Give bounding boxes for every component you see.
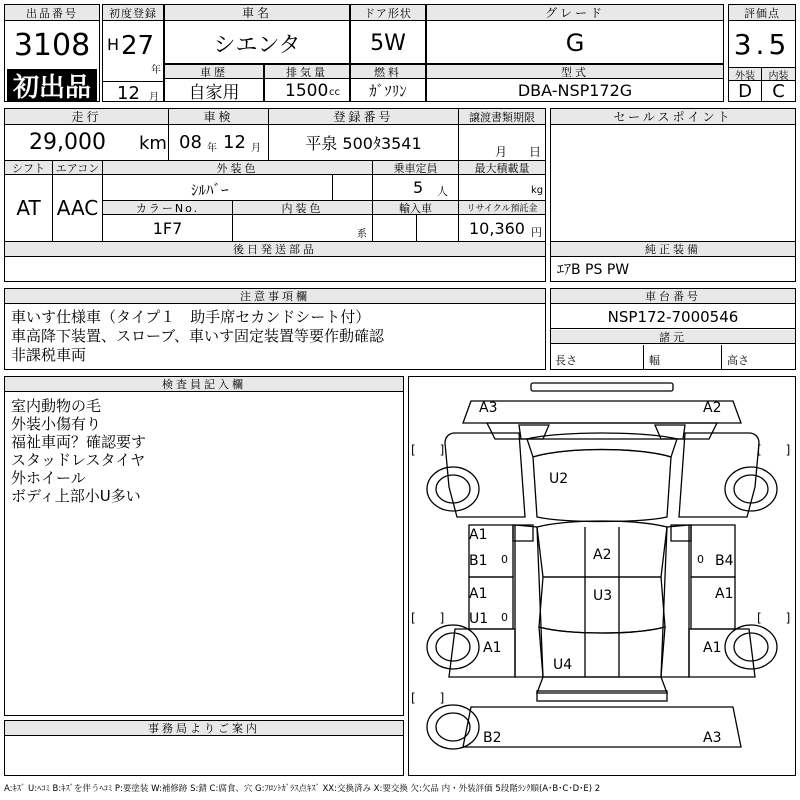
recycle-fee: 10,360 (469, 219, 525, 238)
transfer-month-unit: 月 (495, 145, 508, 159)
damage-mark: U4 (553, 657, 573, 673)
exterior-color: ｼﾙﾊﾞｰ (191, 181, 229, 199)
displacement-label: 排気量 (265, 65, 349, 79)
color-label: 外装色 (103, 161, 373, 175)
kg-unit: kg (531, 185, 544, 196)
damage-mark: A1 (715, 586, 734, 602)
inspection-month-unit: 月 (251, 143, 261, 154)
first-reg-label: 初度登録 (103, 5, 163, 21)
color-no-label: カラーNo. (103, 201, 233, 215)
interior-score: C (772, 80, 785, 102)
plate-label: 登録番号 (269, 109, 459, 125)
transfer-cell (459, 125, 545, 161)
capacity: 5 (413, 178, 424, 197)
office-notice-box (4, 720, 404, 776)
max-load-label: 最大積載量 (459, 161, 545, 175)
zero-mark: 0 (697, 553, 704, 566)
dims-row (551, 345, 795, 369)
damage-mark: A1 (703, 640, 722, 656)
right-front-door (691, 525, 735, 577)
fuel: ｶﾞｿﾘﾝ (369, 82, 407, 100)
era: H (107, 35, 120, 54)
caution-line: 非課税車両 (11, 346, 87, 364)
cabin-roof (539, 577, 665, 633)
inspector-note: 室内動物の毛 (11, 397, 102, 415)
damage-mark: A2 (593, 547, 612, 563)
damage-mark: A2 (703, 400, 722, 416)
front-bumper (463, 401, 741, 423)
km-unit: km (139, 133, 167, 154)
left-spare-wheel (427, 705, 479, 749)
caution-label: 注意事項欄 (5, 289, 545, 304)
model-label: 型式 (427, 65, 723, 79)
legend: A:ｷｽﾞ U:ﾍｺﾐ B:ｷｽﾞを伴うﾍｺﾐ P:要塗装 W:補修跡 S:錆 C:腐食、穴 G:ﾌﾛﾝﾄｶﾞﾗｽ点ｷｽﾞ XX:交換済み X:要交換 欠:欠品 内・外装評価 5段階ﾗﾝｸ順(A･B･C･D･E) 2 (4, 784, 601, 794)
model-code: DBA-NSP172G (517, 81, 633, 100)
shift: AT (5, 175, 53, 241)
divider (643, 345, 644, 369)
damage-mark: B1 (469, 553, 488, 569)
damage-diagram-box (408, 376, 796, 776)
caution-line: 車高降下装置、スローブ、車いす固定装置等要作動確認 (11, 327, 385, 345)
height-label: 高さ (727, 354, 749, 367)
inspection-cell (169, 125, 269, 161)
kei-unit: 系 (357, 229, 367, 240)
fuel-box (350, 64, 426, 102)
spec-table (4, 108, 546, 242)
capacity-cell (373, 175, 459, 201)
car-name-label: 車名 (165, 5, 349, 21)
mileage-label: 走行 (5, 109, 169, 125)
shift-label: シフト (5, 161, 53, 175)
genuine-equipment-label: 純正装備 (551, 242, 795, 257)
sales-point-label: セールスポイント (551, 109, 795, 125)
zero-mark: 0 (501, 611, 508, 624)
damage-mark: A1 (469, 586, 488, 602)
yen-unit: 円 (531, 226, 542, 239)
mirrors (513, 525, 691, 541)
car-name-box (164, 4, 350, 64)
color-blank (333, 175, 373, 201)
history-box (164, 64, 264, 102)
specs-label: 諸元 (551, 330, 795, 344)
score-label: 評価点 (729, 5, 795, 21)
width-label: 幅 (649, 354, 660, 367)
color-cell (103, 175, 333, 201)
import-cell-b (417, 215, 459, 241)
damage-mark: U1 (469, 611, 489, 627)
inspector-note: スタッドレスタイヤ (11, 451, 146, 469)
length-label: 長さ (555, 354, 577, 367)
inspector-notes-box (4, 376, 404, 716)
import-cell-a (373, 215, 417, 241)
capacity-unit: 人 (437, 185, 448, 198)
car-name: シエンタ (213, 32, 301, 58)
first-reg-box (102, 4, 164, 102)
tire-bracket: [ ] (411, 443, 445, 457)
wheel-inner (734, 475, 768, 503)
chassis-number: NSP172-7000546 (551, 305, 795, 329)
later-parts-box (4, 242, 546, 282)
tire-bracket: [ ] (411, 611, 445, 625)
reg-month: 12 (117, 83, 140, 104)
score: 3.5 (733, 27, 791, 61)
reg-month-cell (103, 81, 163, 103)
reg-year: 27 (121, 31, 155, 61)
genuine-equipment: ｴｱB PS PW (557, 262, 630, 278)
history-label: 車歴 (165, 65, 263, 79)
grade: G (565, 29, 585, 57)
air-conditioner: AAC (53, 175, 103, 241)
inspection-year: 08 (179, 132, 202, 153)
front-bumper-strip (531, 383, 673, 391)
damage-mark: U3 (593, 588, 613, 604)
caution-box (4, 288, 546, 370)
lot-no-label: 出品番号 (5, 5, 99, 21)
grade-label: グレード (427, 5, 723, 21)
damage-mark: B2 (483, 730, 502, 746)
damage-mark: A3 (703, 730, 722, 746)
inspector-note: 外ホイール (11, 469, 86, 487)
sales-point-box (550, 108, 796, 242)
rear-bumper (463, 707, 741, 747)
displacement-box (264, 64, 350, 102)
inspector-note: 福祉車両？確認要す (11, 433, 147, 451)
recycle-label: リサイクル預託金 (459, 201, 545, 215)
recycle-cell (459, 215, 545, 241)
right-rear-door (691, 577, 735, 629)
exterior-label: 外装 (729, 67, 762, 81)
year-unit: 年 (151, 65, 161, 76)
score-box (728, 4, 796, 102)
headlights (519, 425, 685, 439)
displacement: 1500 (285, 81, 329, 101)
inspector-note: ボディ上部小U多い (11, 487, 141, 505)
zero-mark: 0 (501, 553, 508, 566)
exterior-score: D (729, 81, 762, 101)
later-parts-label: 後日発送部品 (5, 242, 545, 257)
chassis-box (550, 288, 796, 370)
registration-plate: 平泉 500ﾀ3541 (269, 125, 459, 161)
capacity-label: 乗車定員 (373, 161, 459, 175)
damage-mark: A1 (483, 640, 502, 656)
inspection-month: 12 (223, 132, 246, 153)
lot-no: 3108 (13, 27, 91, 63)
lot-box (4, 4, 100, 102)
wheel-inner (436, 475, 470, 503)
caution-line: 車いす仕様車（タイプ１ 助手席セカンドシート付） (11, 308, 371, 326)
tire-bracket: [ ] (757, 611, 791, 625)
tire-bracket: [ ] (757, 443, 791, 457)
genuine-equipment-box (550, 242, 796, 282)
color-number: 1F7 (103, 215, 233, 241)
damage-mark: B4 (715, 553, 734, 569)
damage-mark: A1 (469, 527, 488, 543)
office-notice-label: 事務局よりご案内 (5, 721, 403, 736)
door-box (350, 4, 426, 64)
ac-label: エアコン (53, 161, 103, 175)
damage-mark: A3 (479, 400, 498, 416)
transfer-deadline-label: 譲渡書類期限 (459, 109, 545, 125)
grade-box (426, 4, 724, 64)
door-label: ドア形状 (351, 5, 425, 21)
mileage: 29,000 (29, 130, 106, 155)
inspection-year-unit: 年 (207, 143, 217, 154)
tire-bracket: [ ] (411, 691, 445, 705)
transfer-day-unit: 日 (529, 145, 542, 159)
inspector-notes-label: 検査員記入欄 (5, 377, 403, 392)
door-type: 5W (370, 30, 406, 56)
inspection-label: 車検 (169, 109, 269, 125)
import-label: 輸入車 (373, 201, 459, 215)
model-box (426, 64, 724, 102)
cc-unit: cc (329, 87, 340, 98)
inspector-note: 外装小傷有り (11, 415, 102, 433)
first-listing-badge: 初出品 (7, 69, 97, 101)
history: 自家用 (188, 83, 240, 103)
chassis-label: 車台番号 (551, 289, 795, 304)
mileage-cell (5, 125, 169, 161)
interior-color-label: 内装色 (233, 201, 373, 215)
damage-mark: U2 (549, 471, 569, 487)
divider (721, 345, 722, 369)
car-damage-diagram (409, 377, 795, 775)
interior-label: 内装 (762, 67, 795, 81)
fuel-label: 燃料 (351, 65, 425, 79)
month-unit: 月 (149, 92, 159, 103)
interior-color-cell (233, 215, 373, 241)
max-load-cell (459, 175, 545, 201)
